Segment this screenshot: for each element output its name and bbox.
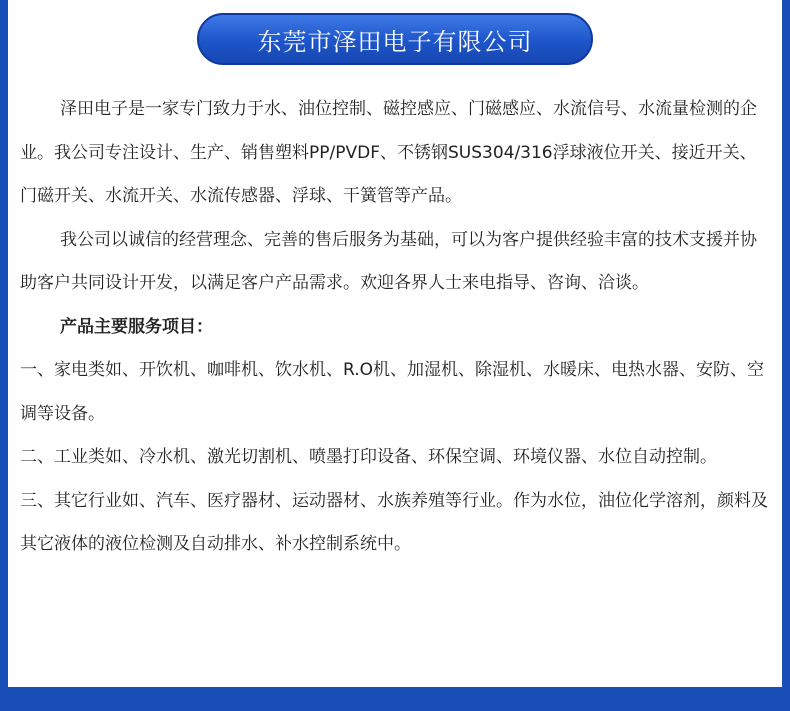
company-intro xyxy=(20,88,772,567)
intro-paragraph-1: 泽田电子是一家专门致力于水、油位控制、磁控感应、门磁感应、水流信号、水流量检测的企业。我公司专注设计、生产、销售塑料PP/PVDF、不锈钢SUS304/316浮球液位开关、接近开关、门磁开关、水流开关、水流传感器、浮球、干簧管等产品。 xyxy=(20,99,757,206)
service-item-1: 一、家电类如、开饮机、咖啡机、饮水机、R.O机、加湿机、除湿机、水暖床、电热水器、安防、空调等设备。 xyxy=(20,360,764,424)
services-heading: 产品主要服务项目： xyxy=(60,316,213,337)
title-banner xyxy=(0,13,790,67)
service-item-2: 二、工业类如、冷水机、激光切割机、喷墨打印设备、环保空调、环境仪器、水位自动控制。 xyxy=(20,447,717,467)
company-title: 东莞市泽田电子有限公司 xyxy=(197,13,593,65)
intro-paragraph-2: 我公司以诚信的经营理念、完善的售后服务为基础，可以为客户提供经验丰富的技术支援并协助客户共同设计开发，以满足客户产品需求。欢迎各界人士来电指导、咨询、洽谈。 xyxy=(20,229,757,293)
service-item-3: 三、其它行业如、汽车、医疗器材、运动器材、水族养殖等行业。作为水位，油位化学溶剂，颜料及其它液体的液位检测及自动排水、补水控制系统中。 xyxy=(20,490,768,554)
